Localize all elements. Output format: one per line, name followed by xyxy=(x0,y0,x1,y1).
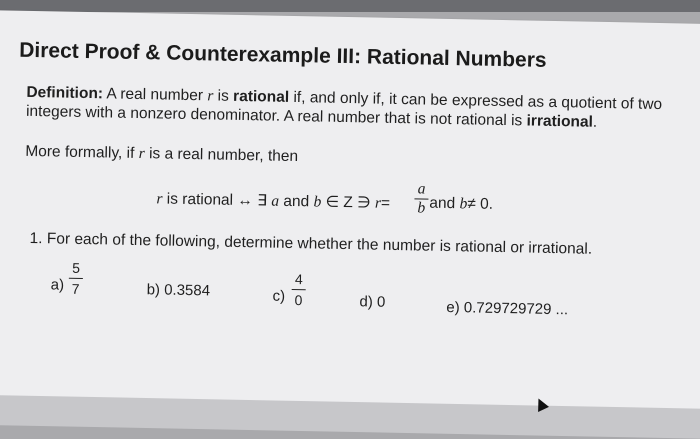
term-irrational: irrational xyxy=(526,112,594,131)
formula-exists-symbol: ∃ xyxy=(257,192,268,210)
definition-text-3: if, and only if, it can be expressed as a quotient of two integers with a nonzero denominator. A real number that is not rational is xyxy=(25,88,663,130)
fraction-denominator: b xyxy=(417,199,426,217)
option-c-denominator: 0 xyxy=(294,292,303,309)
formula-is-rational: is rational xyxy=(162,190,238,209)
option-c-bar xyxy=(292,289,306,290)
formula-rhs xyxy=(429,195,493,214)
option-a-numerator: 5 xyxy=(72,259,81,276)
formula-and-2: and xyxy=(429,194,460,213)
option-d: d) 0 xyxy=(359,293,386,311)
formal-intro xyxy=(25,143,298,166)
option-c-numerator: 4 xyxy=(294,271,303,288)
option-a-denominator: 7 xyxy=(71,280,80,297)
formula-iff-symbol: ↔ xyxy=(237,191,254,210)
option-c-fraction xyxy=(291,271,306,308)
option-a-bar xyxy=(69,278,83,279)
formula-equals: = xyxy=(380,194,391,212)
formula-lhs xyxy=(156,189,390,212)
formula-var-a: a xyxy=(271,192,280,210)
formula-nonzero: ≠ 0. xyxy=(467,195,494,213)
definition-paragraph xyxy=(26,83,687,134)
formal-text-1: More formally, if xyxy=(25,142,139,163)
option-a-fraction xyxy=(69,260,84,297)
question-1: 1. For each of the following, determine whether the number is rational or irrational. xyxy=(29,229,593,258)
definition-var-r: r xyxy=(207,87,214,105)
formal-var-r: r xyxy=(138,145,145,163)
formula-in-integers: ∈ Z ∋ xyxy=(321,193,376,212)
term-rational: rational xyxy=(232,87,290,106)
definition-text-2: is xyxy=(213,87,234,105)
formula-fraction xyxy=(414,180,429,217)
option-a-label: a) xyxy=(50,276,65,294)
option-c-label: c) xyxy=(272,287,286,305)
fraction-numerator: a xyxy=(417,180,426,198)
formula-var-r2: r xyxy=(374,194,382,212)
formula-var-b2: b xyxy=(459,195,468,213)
formula-var-r: r xyxy=(156,190,163,208)
rational-formula xyxy=(156,175,494,225)
document-page xyxy=(0,10,700,419)
formula-and: and xyxy=(278,192,314,211)
top-dark-bar xyxy=(0,0,700,12)
option-b: b) 0.3584 xyxy=(146,281,211,300)
definition-text-4: . xyxy=(592,113,598,131)
option-e: e) 0.729729729 ... xyxy=(446,298,569,319)
formal-text-2: is a real number, then xyxy=(144,145,299,166)
definition-text-1: A real number xyxy=(102,85,208,105)
page-title: Direct Proof & Counterexample III: Rational Numbers xyxy=(19,38,547,72)
formula-var-b: b xyxy=(313,193,322,211)
definition-label: Definition: xyxy=(26,83,104,103)
